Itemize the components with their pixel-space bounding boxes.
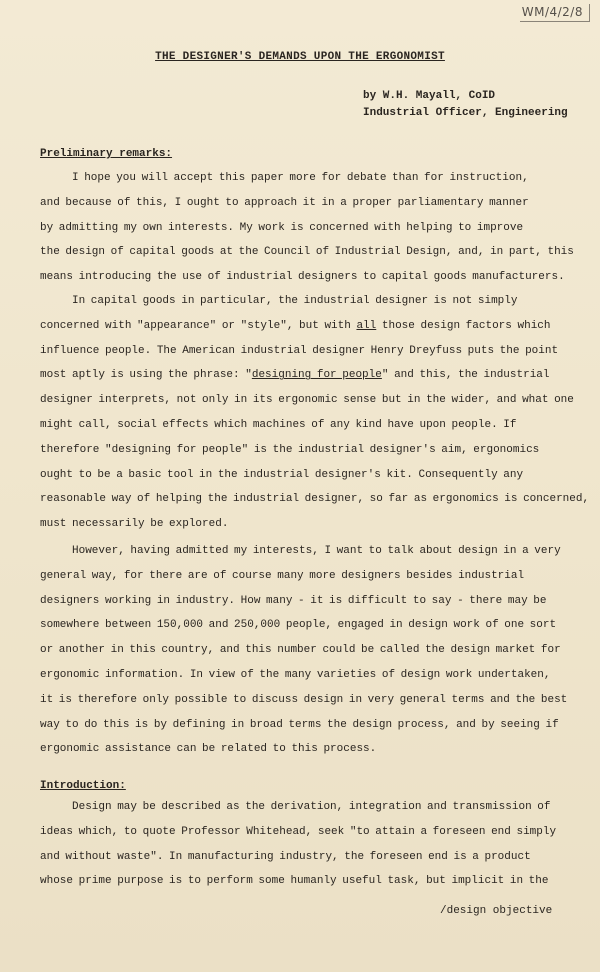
text-line: somewhere between 150,000 and 250,000 people, engaged in design work of one sort xyxy=(40,619,557,632)
paragraph-preliminary-1 xyxy=(40,166,574,290)
paragraph-preliminary-2 xyxy=(40,289,590,537)
text-line: means introducing the use of industrial designers to capital goods manufacturers. xyxy=(40,271,565,284)
section-heading-introduction: Introduction: xyxy=(40,780,126,792)
text-line: ergonomic information. In view of the many varieties of design work undertaken, xyxy=(40,668,551,681)
text-line: or another in this country, and this number could be called the design market for xyxy=(40,644,561,657)
text-line: I hope you will accept this paper more for debate than for instruction, xyxy=(72,172,529,184)
text-line: However, having admitted my interests, I want to talk about design in a very xyxy=(72,545,561,557)
document-title xyxy=(0,51,600,63)
text-run: concerned with "appearance" or "style", but with xyxy=(40,319,357,332)
text-line: and because of this, I ought to approach it in a proper parliamentary manner xyxy=(40,196,529,209)
text-line: In capital goods in particular, the industrial designer is not simply xyxy=(72,295,518,307)
text-run: most aptly is using the phrase: " xyxy=(40,369,252,382)
archive-reference: WM/4/2/8 xyxy=(520,4,590,22)
continuation-catchword: /design objective xyxy=(440,905,553,917)
paragraph-introduction-1 xyxy=(40,795,560,894)
text-line: and without waste". In manufacturing industry, the foreseen end is a product xyxy=(40,850,531,863)
text-line: whose prime purpose is to perform some humanly useful task, but implicit in the xyxy=(40,875,549,888)
text-line: it is therefore only possible to discuss design in very general terms and the best xyxy=(40,693,568,706)
emphasis-all: all xyxy=(356,319,377,332)
text-line xyxy=(40,314,560,339)
text-line: general way, for there are of course many more designers besides industrial xyxy=(40,569,525,582)
text-run: those design factors which xyxy=(376,319,551,332)
text-line: Design may be described as the derivation, integration and transmission of xyxy=(72,801,551,813)
text-line: by admitting my own interests. My work is concerned with helping to improve xyxy=(40,221,524,234)
text-line xyxy=(40,363,560,388)
byline xyxy=(363,88,568,122)
text-line: ideas which, to quote Professor Whitehead, seek "to attain a foreseen end simply xyxy=(40,825,557,838)
text-line: the design of capital goods at the Council of Industrial Design, and, in part, this xyxy=(40,246,574,259)
text-line: way to do this is by defining in broad terms the design process, and by seeing if xyxy=(40,718,559,731)
text-line: might call, social effects which machines of any kind have upon people. If xyxy=(40,418,517,431)
byline-position: Industrial Officer, Engineering xyxy=(363,107,568,119)
text-run: " and this, the industrial xyxy=(381,369,550,382)
section-heading-preliminary: Preliminary remarks: xyxy=(40,148,173,160)
text-line: designers working in industry. How many - it is difficult to say - there may be xyxy=(40,594,547,607)
text-line: ergonomic assistance can be related to this process. xyxy=(40,743,377,756)
emphasis-designing-for-people: designing for people xyxy=(251,369,382,382)
text-line: therefore "designing for people" is the industrial designer's aim, ergonomics xyxy=(40,443,540,456)
text-line: ought to be a basic tool in the industrial designer's kit. Consequently any xyxy=(40,468,524,481)
paragraph-preliminary-3 xyxy=(40,539,568,762)
text-line: designer interprets, not only in its ergonomic sense but in the wider, and what one xyxy=(40,394,574,407)
byline-author: by W.H. Mayall, CoID xyxy=(363,90,496,102)
document-title-text: THE DESIGNER'S DEMANDS UPON THE ERGONOMIST xyxy=(155,51,445,63)
text-line: reasonable way of helping the industrial designer, so far as ergonomics is concerned, xyxy=(40,493,590,506)
text-line: influence people. The American industrial designer Henry Dreyfuss puts the point xyxy=(40,344,559,357)
text-line: must necessarily be explored. xyxy=(40,518,229,531)
